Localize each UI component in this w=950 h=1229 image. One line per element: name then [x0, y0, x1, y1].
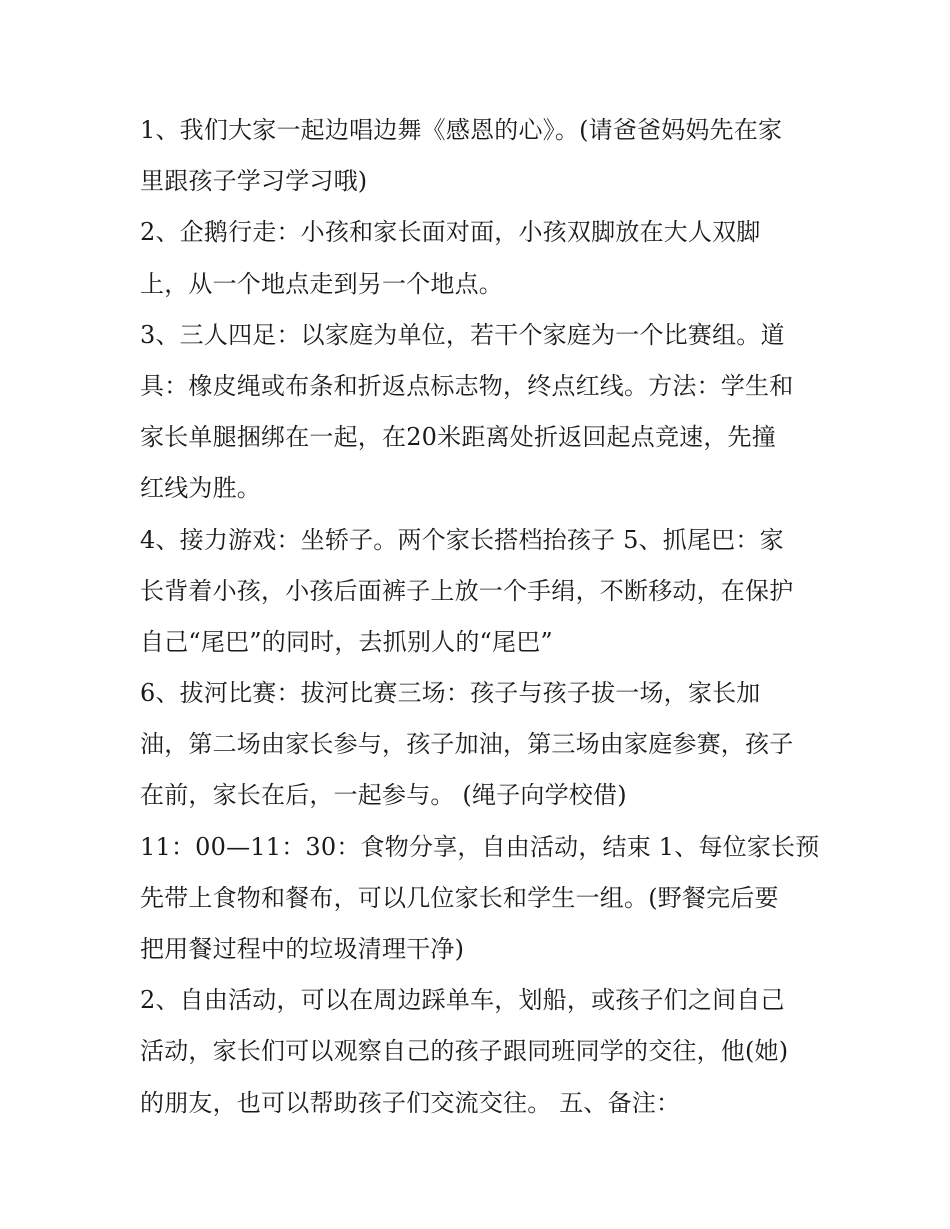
text-line: 油，第二场由家长参与，孩子加油，第三场由家庭参赛，孩子: [140, 730, 794, 759]
text-line: 上，从一个地点走到另一个地点。: [140, 269, 503, 298]
text-line: 2、企鹅行走：小孩和家长面对面，小孩双脚放在大人双脚: [140, 218, 761, 247]
text-line: 里跟孩子学习学习哦): [140, 167, 368, 196]
document-body: [140, 105, 820, 1129]
text-line: 6、拔河比赛：拔河比赛三场：孩子与孩子拔一场，家长加: [140, 679, 761, 708]
text-line: 11：00—11：30：食物分享，自由活动，结束 1、每位家长预: [140, 832, 820, 861]
text-line: 的朋友，也可以帮助孩子们交流交往。 五、备注：: [140, 1088, 681, 1117]
text-line: 红线为胜。: [140, 474, 261, 503]
text-line: 具：橡皮绳或布条和折返点标志物，终点红线。方法：学生和: [140, 371, 794, 400]
text-line: 把用餐过程中的垃圾清理干净): [140, 935, 465, 963]
text-line: 活动，家长们可以观察自己的孩子跟同班同学的交往，他(她): [140, 1037, 789, 1066]
text-line: 1、我们大家一起边唱边舞《感恩的心》。(请爸爸妈妈先在家: [140, 116, 783, 144]
text-line: 在前，家长在后，一起参与。 (绳子向学校借): [140, 781, 627, 810]
text-line: 4、接力游戏：坐轿子。两个家长搭档抬孩子 5、抓尾巴：家: [140, 525, 784, 554]
text-line: 3、三人四足：以家庭为单位，若干个家庭为一个比赛组。道: [140, 320, 785, 349]
text-line: 家长单腿捆绑在一起，在20米距离处折返回起点竞速，先撞: [140, 423, 776, 452]
text-line: 先带上食物和餐布，可以几位家长和学生一组。(野餐完后要: [140, 883, 779, 912]
text-line: 自己“尾巴”的同时，去抓别人的“尾巴”: [140, 627, 553, 656]
text-line: 长背着小孩，小孩后面裤子上放一个手绢，不断移动，在保护: [140, 576, 794, 605]
text-line: 2、自由活动，可以在周边踩单车，划船，或孩子们之间自己: [140, 986, 785, 1015]
